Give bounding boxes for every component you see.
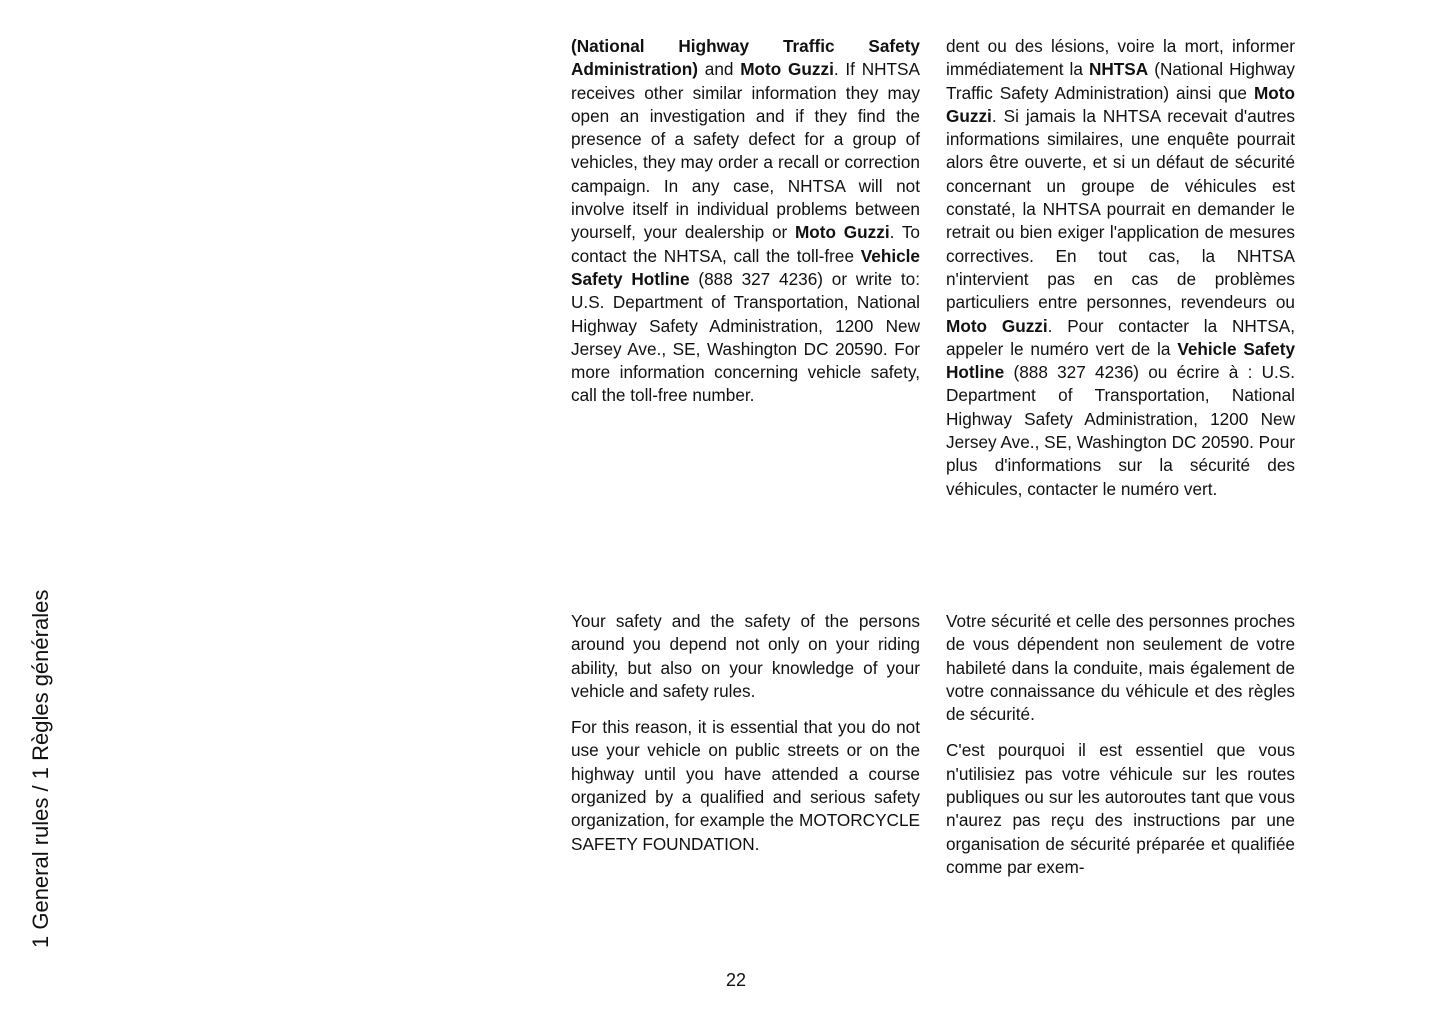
- bold-text: Moto Guzzi: [946, 82, 1295, 126]
- bold-text: Vehicle Safety Hotline: [946, 338, 1296, 383]
- bold-text: (National Highway Traffic Safety Administration): [571, 36, 920, 80]
- french-bottom-column: [946, 610, 1295, 879]
- english-safety-paragraph: Your safety and the safety of the persons around you depend not only on your riding ability, but also on your knowledge of your vehicle and safety rules.: [571, 611, 920, 701]
- english-course-paragraph: For this reason, it is essential that you do not use your vehicle on public streets or on the highway until you have attended a course organized by a qualified and serious safety organization, for example the MOTORCYCLE SAFETY FOUNDATION.: [571, 717, 920, 854]
- english-bottom-column: [571, 610, 920, 856]
- text: . To contact the NHTSA, call the toll-free: [571, 222, 920, 266]
- text: (888 327 4236) or write to: U.S. Department of Transportation, National Highway Safety Administration, 1200 New Jersey Ave., SE, Washington DC 20590. For more information concerning vehicle safety, call the toll-free number.: [571, 268, 920, 406]
- text: dent ou des lésions, voire la mort, informer immédiatement la: [946, 36, 1295, 80]
- text: (National Highway Traffic Safety Administration) ainsi que: [946, 59, 1295, 103]
- text: . If NHTSA receives other similar information they may open an investigation and if they find the presence of a safety defect for a group of vehicles, they may order a recall or correction campaign. In any case, NHTSA will not involve itself in individual problems between yourself, your dealership or: [571, 59, 920, 243]
- bold-text: Moto Guzzi: [946, 315, 1048, 336]
- text: . Pour contacter la NHTSA, appeler le numéro vert de la: [946, 315, 1295, 359]
- french-nhtsa-paragraph: [946, 35, 1295, 501]
- english-top-column: [571, 35, 920, 408]
- bold-text: Moto Guzzi: [740, 59, 834, 80]
- bold-text: Vehicle Safety Hotline: [571, 245, 920, 289]
- bold-text: Moto Guzzi: [794, 222, 890, 243]
- french-top-column: [946, 35, 1295, 501]
- bold-text: NHTSA: [1088, 59, 1149, 80]
- french-course-paragraph: C'est pourquoi il est essentiel que vous n'utilisiez pas votre véhicule sur les routes publiques ou sur les autoroutes tant que vous n'aurez pas reçu des instructions par une organisation de sécurité préparée et qualifiée comme par exem-: [946, 740, 1295, 877]
- page-number: 22: [725, 970, 747, 990]
- text: . Si jamais la NHTSA recevait d'autres informations similaires, une enquête pourrait alors être ouverte, et si un défaut de sécurité concernant un groupe de véhicules est constaté, la NHTSA pourrait en demander le retrait ou bien exiger l'application de mesures correctives. En tout cas, la NHTSA n'intervient pas en cas de problèmes particuliers entre personnes, revendeurs ou: [946, 105, 1295, 313]
- chapter-side-label: 1 General rules / 1 Règles générales: [28, 589, 53, 948]
- french-safety-paragraph: Votre sécurité et celle des personnes proches de vous dépendent non seulement de votre habileté dans la conduite, mais également de votre connaissance du véhicule et des règles de sécurité.: [946, 611, 1295, 725]
- text: and: [698, 59, 741, 80]
- english-nhtsa-paragraph: [571, 35, 920, 408]
- text: (888 327 4236) ou écrire à : U.S. Department of Transportation, National Highway Safety Administration, 1200 New Jersey Ave., SE, Washington DC 20590. Pour plus d'informations sur la sécurité des véhicules, contacter le numéro vert.: [946, 362, 1295, 499]
